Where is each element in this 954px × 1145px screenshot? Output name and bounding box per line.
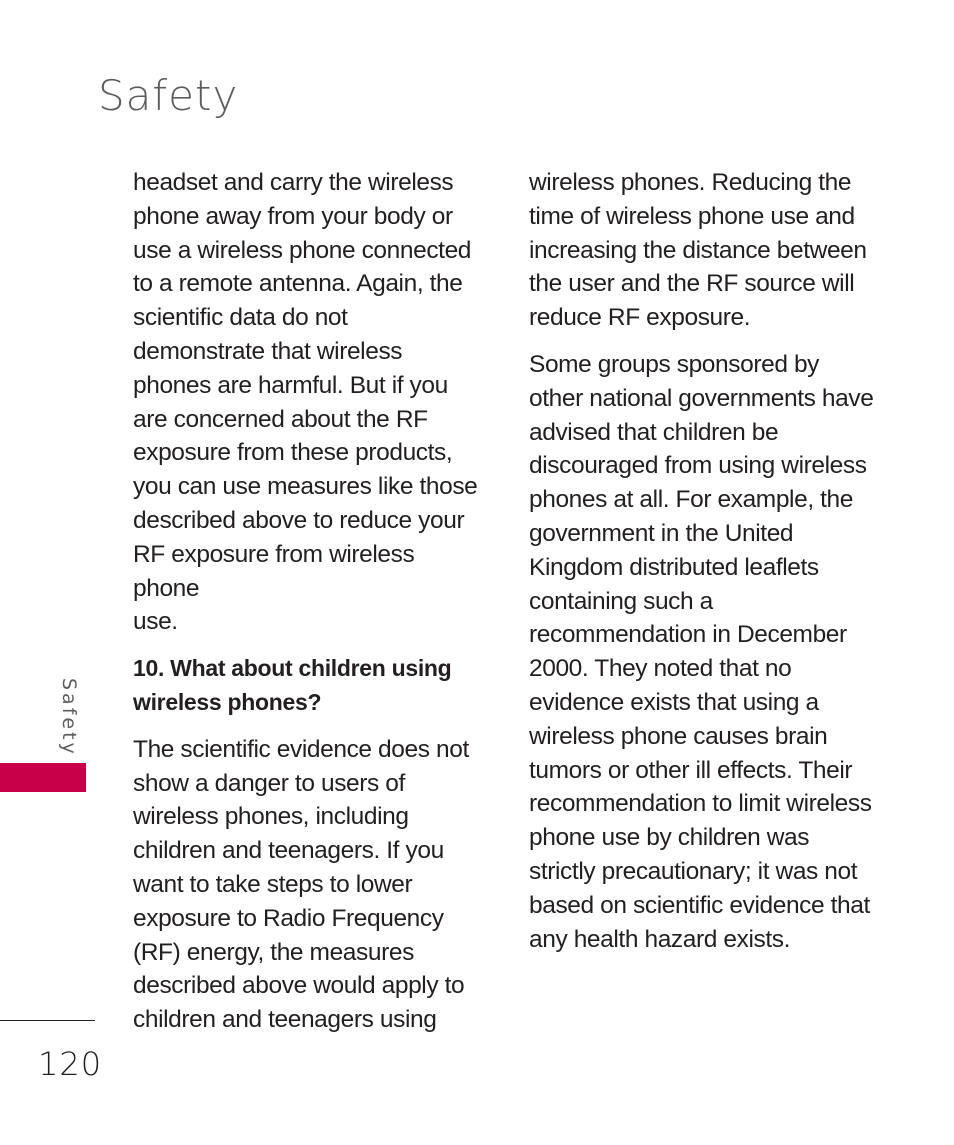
footer-divider bbox=[0, 1020, 95, 1021]
side-tab-bar bbox=[0, 763, 86, 792]
right-paragraph-2: Some groups sponsored by other national governments have advised that children be discouraged from using wireless phones at all. For example, the government in the United Kingdom distributed leaflets containing such a recommendation in December 2000. They noted that no evidence exists that using a wireless phone causes brain tumors or other ill effects. Their recommendation to limit wireless phone use by children was strictly precautionary; it was not based on scientific evidence that any health hazard exists. bbox=[529, 350, 874, 953]
page-number: 120 bbox=[38, 1045, 103, 1083]
left-paragraph-2: The scientific evidence does not show a danger to users of wireless phones, including children and teenagers. If you want to take steps to lower exposure to Radio Frequency (RF) energy, the measures described above would apply to children and teenagers using bbox=[133, 735, 469, 1034]
right-column bbox=[529, 166, 889, 969]
side-tab-label: Safety bbox=[58, 678, 80, 757]
left-column bbox=[133, 166, 483, 1050]
left-paragraph-1: headset and carry the wireless phone away from your body or use a wireless phone connected to a remote antenna. Again, the scientific data do not demonstrate that wireless phones are harmful. But if you are concerned about the RF exposure from these products, you can use measures like those described above to reduce your RF exposure from wireless phone use. bbox=[133, 169, 478, 636]
right-paragraph-1: wireless phones. Reducing the time of wireless phone use and increasing the distance between the user and the RF source will reduce RF exposure. bbox=[529, 169, 867, 332]
section-heading: 10. What about children using wireless phones? bbox=[133, 655, 452, 715]
page-title: Safety bbox=[98, 71, 239, 120]
